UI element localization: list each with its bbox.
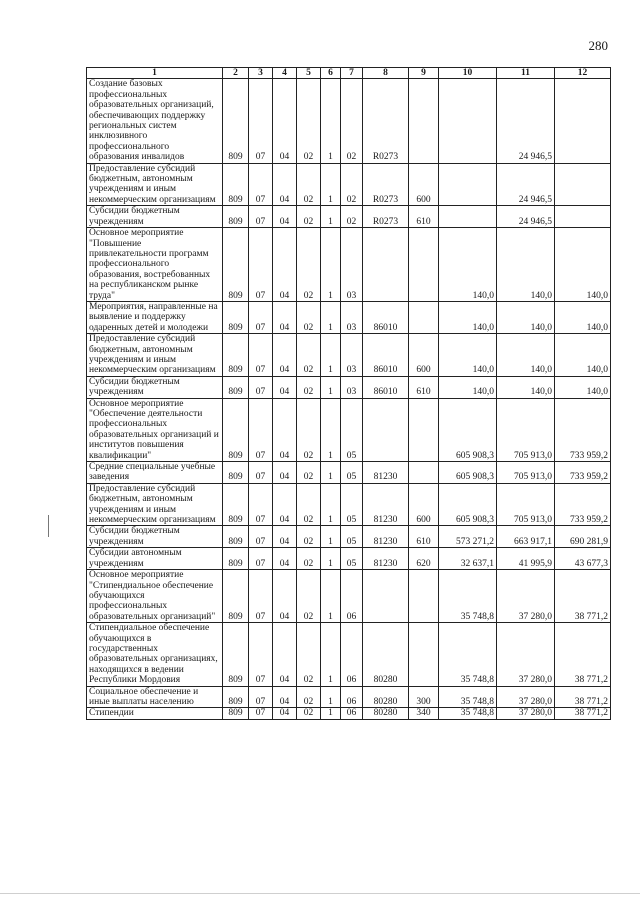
table-row — [87, 398, 611, 461]
section-code: 07 — [249, 301, 273, 333]
admin-code: 809 — [223, 548, 249, 570]
column-header: 10 — [439, 68, 497, 79]
row-name: Субсидии автономным учреждениям — [87, 548, 223, 570]
measure-code: 05 — [341, 462, 363, 484]
direction-code: 86010 — [363, 301, 409, 333]
direction-code: 81230 — [363, 462, 409, 484]
subprogram-code: 1 — [321, 708, 341, 719]
program-code: 02 — [297, 483, 321, 526]
section-code: 07 — [249, 548, 273, 570]
admin-code: 809 — [223, 623, 249, 686]
direction-code: R0273 — [363, 79, 409, 163]
expense-type-code: 600 — [409, 483, 439, 526]
measure-code: 03 — [341, 301, 363, 333]
table-row — [87, 708, 611, 719]
row-name: Стипендии — [87, 708, 223, 719]
admin-code: 809 — [223, 163, 249, 206]
amount-year-1: 605 908,3 — [439, 462, 497, 484]
admin-code: 809 — [223, 526, 249, 548]
column-header: 9 — [409, 68, 439, 79]
table-row — [87, 334, 611, 377]
amount-year-2: 24 946,5 — [497, 206, 555, 228]
amount-year-3: 140,0 — [555, 228, 611, 302]
expense-type-code: 300 — [409, 686, 439, 708]
section-code: 07 — [249, 708, 273, 719]
amount-year-2: 140,0 — [497, 376, 555, 398]
measure-code: 02 — [341, 206, 363, 228]
column-header: 1 — [87, 68, 223, 79]
subsection-code: 04 — [273, 570, 297, 623]
measure-code: 05 — [341, 526, 363, 548]
amount-year-2: 705 913,0 — [497, 462, 555, 484]
admin-code: 809 — [223, 228, 249, 302]
subprogram-code: 1 — [321, 301, 341, 333]
amount-year-3: 733 959,2 — [555, 483, 611, 526]
subprogram-code: 1 — [321, 376, 341, 398]
expense-type-code — [409, 570, 439, 623]
amount-year-2: 140,0 — [497, 334, 555, 377]
column-header: 6 — [321, 68, 341, 79]
program-code: 02 — [297, 570, 321, 623]
table-row — [87, 526, 611, 548]
amount-year-3: 38 771,2 — [555, 686, 611, 708]
table-row — [87, 462, 611, 484]
table-row — [87, 548, 611, 570]
amount-year-2: 705 913,0 — [497, 398, 555, 461]
amount-year-1 — [439, 79, 497, 163]
subprogram-code: 1 — [321, 79, 341, 163]
subprogram-code: 1 — [321, 462, 341, 484]
amount-year-2: 705 913,0 — [497, 483, 555, 526]
section-code: 07 — [249, 376, 273, 398]
section-code: 07 — [249, 623, 273, 686]
expense-type-code: 340 — [409, 708, 439, 719]
measure-code: 02 — [341, 79, 363, 163]
subsection-code: 04 — [273, 483, 297, 526]
row-name: Социальное обеспечение и иные выплаты населению — [87, 686, 223, 708]
amount-year-1: 140,0 — [439, 334, 497, 377]
column-header: 4 — [273, 68, 297, 79]
amount-year-1: 140,0 — [439, 301, 497, 333]
subprogram-code: 1 — [321, 570, 341, 623]
scan-edge-line — [0, 893, 640, 894]
table-row — [87, 206, 611, 228]
subprogram-code: 1 — [321, 483, 341, 526]
admin-code: 809 — [223, 79, 249, 163]
table-row — [87, 79, 611, 163]
amount-year-2: 37 280,0 — [497, 570, 555, 623]
subprogram-code: 1 — [321, 398, 341, 461]
program-code: 02 — [297, 548, 321, 570]
program-code: 02 — [297, 228, 321, 302]
admin-code: 809 — [223, 708, 249, 719]
expense-type-code — [409, 228, 439, 302]
amount-year-3: 140,0 — [555, 334, 611, 377]
program-code: 02 — [297, 206, 321, 228]
subsection-code: 04 — [273, 548, 297, 570]
admin-code: 809 — [223, 301, 249, 333]
subsection-code: 04 — [273, 526, 297, 548]
section-code: 07 — [249, 526, 273, 548]
program-code: 02 — [297, 462, 321, 484]
subprogram-code: 1 — [321, 548, 341, 570]
amount-year-3: 140,0 — [555, 301, 611, 333]
section-code: 07 — [249, 228, 273, 302]
row-name: Создание базовых профессиональных образовательных организаций, обеспечивающих поддержку региональных систем инклюзивного профессионального образования инвалидов — [87, 79, 223, 163]
measure-code: 03 — [341, 334, 363, 377]
measure-code: 03 — [341, 376, 363, 398]
expense-type-code: 600 — [409, 334, 439, 377]
column-header: 5 — [297, 68, 321, 79]
table-row — [87, 483, 611, 526]
row-name: Мероприятия, направленные на выявление и поддержку одаренных детей и молодежи — [87, 301, 223, 333]
expense-type-code: 620 — [409, 548, 439, 570]
amount-year-2: 140,0 — [497, 228, 555, 302]
subsection-code: 04 — [273, 228, 297, 302]
page-number: 280 — [588, 38, 608, 53]
amount-year-1 — [439, 163, 497, 206]
expense-type-code — [409, 398, 439, 461]
subprogram-code: 1 — [321, 623, 341, 686]
admin-code: 809 — [223, 376, 249, 398]
row-name: Предоставление субсидий бюджетным, автономным учреждениям и иным некоммерческим организациям — [87, 163, 223, 206]
program-code: 02 — [297, 301, 321, 333]
amount-year-1: 605 908,3 — [439, 398, 497, 461]
subsection-code: 04 — [273, 623, 297, 686]
table-row — [87, 228, 611, 302]
direction-code: R0273 — [363, 206, 409, 228]
amount-year-1: 573 271,2 — [439, 526, 497, 548]
subsection-code: 04 — [273, 301, 297, 333]
section-code: 07 — [249, 163, 273, 206]
section-code: 07 — [249, 206, 273, 228]
amount-year-2: 663 917,1 — [497, 526, 555, 548]
program-code: 02 — [297, 398, 321, 461]
amount-year-1: 35 748,8 — [439, 708, 497, 719]
subprogram-code: 1 — [321, 163, 341, 206]
direction-code: 81230 — [363, 526, 409, 548]
measure-code: 06 — [341, 686, 363, 708]
admin-code: 809 — [223, 398, 249, 461]
program-code: 02 — [297, 376, 321, 398]
subsection-code: 04 — [273, 334, 297, 377]
expense-type-code — [409, 462, 439, 484]
direction-code: 80280 — [363, 686, 409, 708]
amount-year-2: 37 280,0 — [497, 623, 555, 686]
row-name: Основное мероприятие "Стипендиальное обеспечение обучающихся профессиональных образовательных организаций" — [87, 570, 223, 623]
direction-code: R0273 — [363, 163, 409, 206]
subprogram-code: 1 — [321, 334, 341, 377]
expense-type-code: 610 — [409, 526, 439, 548]
amount-year-1: 35 748,8 — [439, 623, 497, 686]
subprogram-code: 1 — [321, 686, 341, 708]
row-name: Основное мероприятие "Обеспечение деятельности профессиональных образовательных организаций и институтов повышения квалификации" — [87, 398, 223, 461]
expense-type-code: 610 — [409, 206, 439, 228]
amount-year-3: 140,0 — [555, 376, 611, 398]
admin-code: 809 — [223, 686, 249, 708]
column-header: 8 — [363, 68, 409, 79]
amount-year-3: 43 677,3 — [555, 548, 611, 570]
subprogram-code: 1 — [321, 228, 341, 302]
admin-code: 809 — [223, 206, 249, 228]
column-header: 11 — [497, 68, 555, 79]
row-name: Субсидии бюджетным учреждениям — [87, 206, 223, 228]
section-code: 07 — [249, 334, 273, 377]
direction-code: 80280 — [363, 623, 409, 686]
amount-year-3: 38 771,2 — [555, 570, 611, 623]
amount-year-3: 38 771,2 — [555, 708, 611, 719]
row-name: Предоставление субсидий бюджетным, автономным учреждениям и иным некоммерческим организациям — [87, 334, 223, 377]
subsection-code: 04 — [273, 398, 297, 461]
amount-year-1: 140,0 — [439, 376, 497, 398]
amount-year-3: 38 771,2 — [555, 623, 611, 686]
amount-year-2: 37 280,0 — [497, 708, 555, 719]
direction-code: 80280 — [363, 708, 409, 719]
expense-type-code — [409, 301, 439, 333]
subprogram-code: 1 — [321, 526, 341, 548]
subsection-code: 04 — [273, 163, 297, 206]
expense-type-code — [409, 623, 439, 686]
row-name: Предоставление субсидий бюджетным, автономным учреждениям и иным некоммерческим организациям — [87, 483, 223, 526]
measure-code: 06 — [341, 570, 363, 623]
amount-year-3: 733 959,2 — [555, 398, 611, 461]
amount-year-1: 605 908,3 — [439, 483, 497, 526]
column-header: 2 — [223, 68, 249, 79]
column-header: 3 — [249, 68, 273, 79]
direction-code — [363, 398, 409, 461]
measure-code: 03 — [341, 228, 363, 302]
expense-type-code — [409, 79, 439, 163]
subsection-code: 04 — [273, 686, 297, 708]
program-code: 02 — [297, 623, 321, 686]
amount-year-1 — [439, 206, 497, 228]
direction-code: 86010 — [363, 376, 409, 398]
subsection-code: 04 — [273, 376, 297, 398]
subsection-code: 04 — [273, 462, 297, 484]
budget-table — [86, 67, 611, 720]
measure-code: 05 — [341, 398, 363, 461]
amount-year-3 — [555, 79, 611, 163]
program-code: 02 — [297, 708, 321, 719]
amount-year-2: 24 946,5 — [497, 79, 555, 163]
amount-year-1: 35 748,8 — [439, 686, 497, 708]
program-code: 02 — [297, 163, 321, 206]
direction-code: 81230 — [363, 483, 409, 526]
section-code: 07 — [249, 570, 273, 623]
admin-code: 809 — [223, 483, 249, 526]
table-row — [87, 623, 611, 686]
table-row — [87, 163, 611, 206]
amount-year-2: 41 995,9 — [497, 548, 555, 570]
table-row — [87, 376, 611, 398]
column-number-row — [87, 68, 611, 79]
column-header: 7 — [341, 68, 363, 79]
amount-year-2: 24 946,5 — [497, 163, 555, 206]
amount-year-2: 140,0 — [497, 301, 555, 333]
amount-year-1: 140,0 — [439, 228, 497, 302]
admin-code: 809 — [223, 570, 249, 623]
amount-year-3 — [555, 206, 611, 228]
row-name: Основное мероприятие "Повышение привлекательности программ профессионального образования, востребованных на республиканском рынке труда" — [87, 228, 223, 302]
program-code: 02 — [297, 334, 321, 377]
amount-year-1: 35 748,8 — [439, 570, 497, 623]
row-name: Средние специальные учебные заведения — [87, 462, 223, 484]
section-code: 07 — [249, 79, 273, 163]
subsection-code: 04 — [273, 708, 297, 719]
direction-code — [363, 570, 409, 623]
admin-code: 809 — [223, 462, 249, 484]
program-code: 02 — [297, 79, 321, 163]
section-code: 07 — [249, 483, 273, 526]
admin-code: 809 — [223, 334, 249, 377]
amount-year-2: 37 280,0 — [497, 686, 555, 708]
amount-year-3: 690 281,9 — [555, 526, 611, 548]
row-name: Субсидии бюджетным учреждениям — [87, 526, 223, 548]
measure-code: 05 — [341, 548, 363, 570]
section-code: 07 — [249, 686, 273, 708]
table-row — [87, 570, 611, 623]
direction-code: 86010 — [363, 334, 409, 377]
direction-code — [363, 228, 409, 302]
subsection-code: 04 — [273, 79, 297, 163]
direction-code: 81230 — [363, 548, 409, 570]
measure-code: 02 — [341, 163, 363, 206]
amount-year-1: 32 637,1 — [439, 548, 497, 570]
amount-year-3: 733 959,2 — [555, 462, 611, 484]
margin-mark — [48, 515, 49, 537]
subsection-code: 04 — [273, 206, 297, 228]
expense-type-code: 600 — [409, 163, 439, 206]
table-row — [87, 686, 611, 708]
column-header: 12 — [555, 68, 611, 79]
section-code: 07 — [249, 462, 273, 484]
section-code: 07 — [249, 398, 273, 461]
measure-code: 06 — [341, 708, 363, 719]
subprogram-code: 1 — [321, 206, 341, 228]
measure-code: 06 — [341, 623, 363, 686]
expense-type-code: 610 — [409, 376, 439, 398]
program-code: 02 — [297, 526, 321, 548]
amount-year-3 — [555, 163, 611, 206]
program-code: 02 — [297, 686, 321, 708]
measure-code: 05 — [341, 483, 363, 526]
table-row — [87, 301, 611, 333]
row-name: Стипендиальное обеспечение обучающихся в государственных образовательных организациях, находящихся в ведении Республики Мордовия — [87, 623, 223, 686]
row-name: Субсидии бюджетным учреждениям — [87, 376, 223, 398]
